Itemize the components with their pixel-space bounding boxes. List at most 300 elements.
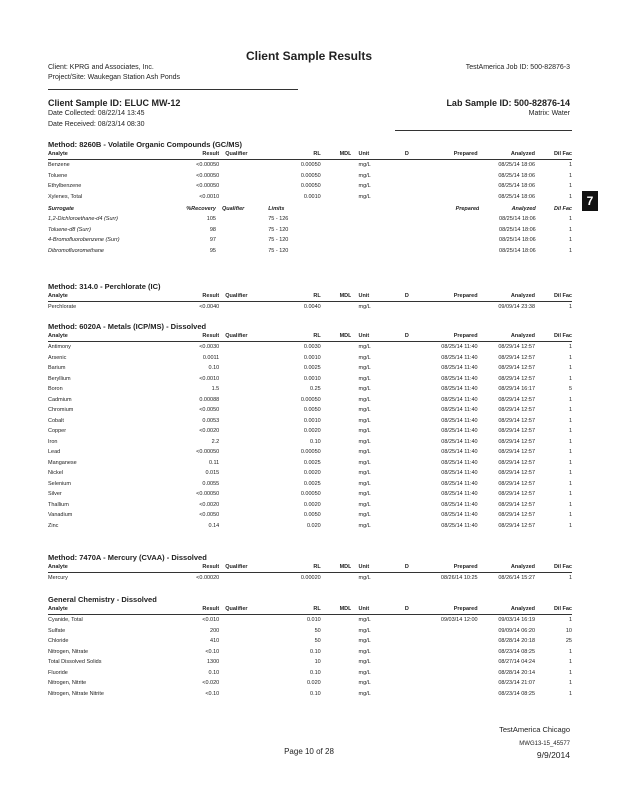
qualifier-cell [219, 689, 262, 700]
dilfac-cell: 1 [568, 344, 572, 350]
surrogate-cell: 1 [568, 247, 572, 254]
unit-cell: mg/L [358, 669, 371, 676]
surrogate-blank-cell [393, 246, 427, 257]
column-header-dilfac: Dil Fac [535, 150, 572, 160]
table-row [48, 626, 572, 637]
column-header-analyte: Analyte [48, 292, 163, 302]
column-header-mdl: MDL [321, 150, 352, 160]
mdl-cell [321, 489, 352, 500]
unit-cell: mg/L [358, 512, 371, 518]
analyzed-cell: 08/29/14 12:57 [498, 365, 536, 371]
analyzed-cell: 08/29/14 12:57 [498, 501, 536, 508]
table-row [48, 384, 572, 395]
mdl-cell [321, 447, 352, 458]
column-header-qualifier: Qualifier [219, 563, 262, 573]
analyzed-cell: 08/29/14 12:57 [498, 470, 536, 476]
column-header-dilfac: Dil Fac [535, 292, 572, 302]
dilfac-cell: 1 [568, 669, 572, 676]
dilfac-cell: 5 [568, 386, 572, 392]
qualifier-cell [219, 468, 262, 479]
qualifier-cell [219, 353, 262, 364]
surrogate-blank-cell [326, 246, 356, 257]
column-header-prepared: Prepared [424, 292, 477, 302]
dilfac-cell: 1 [568, 459, 572, 466]
result-cell: 0.0053 [202, 417, 220, 424]
surrogate-cell: 95 [209, 247, 216, 254]
rl-cell: 0.10 [310, 669, 321, 676]
rl-cell: 0.10 [310, 690, 321, 697]
mdl-cell [321, 192, 352, 203]
analyzed-cell: 08/23/14 08:25 [498, 690, 536, 697]
prepared-cell [424, 160, 477, 171]
rl-cell: 0.0020 [303, 501, 321, 508]
rl-cell: 0.00050 [300, 172, 321, 179]
result-cell: 0.14 [208, 522, 220, 529]
document-code: MWG13-15_45577 [519, 741, 570, 747]
analyzed-cell: 09/09/14 23:38 [498, 304, 536, 310]
analyzed-cell: 08/29/14 12:57 [498, 512, 536, 518]
analyte-cell: Fluoride [48, 669, 68, 676]
prepared-cell [424, 626, 477, 637]
table-row [48, 302, 572, 313]
prepared-cell: 08/25/14 11:40 [441, 459, 478, 466]
result-cell: 0.10 [208, 365, 220, 371]
d-cell [389, 447, 424, 458]
matrix: Matrix: Water [528, 110, 570, 117]
column-header-rl: RL [262, 332, 320, 342]
column-header-dilfac: Dil Fac [535, 332, 572, 342]
qualifier-cell [219, 171, 262, 182]
mdl-cell [321, 437, 352, 448]
mdl-cell [321, 384, 352, 395]
unit-cell: mg/L [358, 172, 371, 179]
result-cell: <0.00050 [196, 449, 220, 455]
rl-cell: 50 [314, 627, 321, 634]
prepared-cell: 08/25/14 11:40 [441, 354, 478, 361]
analyte-cell: Thallium [48, 501, 69, 508]
client-sample-id: Client Sample ID: ELUC MW-12 [48, 98, 181, 108]
table-row [48, 468, 572, 479]
analyte-cell: Silver [48, 491, 62, 497]
analyte-cell: Nickel [48, 470, 63, 476]
surrogate-row [48, 225, 572, 236]
analyzed-cell: 08/27/14 04:24 [498, 659, 536, 665]
analyte-cell: Lead [48, 449, 61, 455]
surrogate-blank-cell [393, 235, 427, 246]
surrogate-cell: 75 - 120 [268, 226, 289, 233]
column-header-qualifier: Qualifier [219, 292, 262, 302]
qualifier-cell [219, 426, 262, 437]
analyzed-cell: 08/29/14 12:57 [498, 417, 536, 424]
perchlorate-method-title: Method: 314.0 - Perchlorate (IC) [48, 282, 161, 291]
table-row [48, 426, 572, 437]
client-name: Client: KPRG and Associates, Inc. [48, 64, 154, 71]
analyte-cell: Antimony [48, 344, 71, 350]
mdl-cell [321, 416, 352, 427]
result-cell: 0.00088 [199, 396, 220, 403]
prepared-cell: 08/25/14 11:40 [441, 491, 478, 497]
analyte-cell: Mercury [48, 575, 68, 581]
analyzed-cell: 08/29/14 12:57 [498, 522, 536, 529]
surrogate-row [48, 235, 572, 246]
result-cell: <0.0010 [199, 375, 220, 382]
analyzed-cell: 08/28/14 20:14 [498, 669, 536, 676]
analyzed-cell: 08/28/14 20:18 [498, 638, 536, 644]
d-cell [389, 500, 424, 511]
unit-cell: mg/L [358, 501, 371, 508]
dilfac-cell: 1 [568, 512, 572, 518]
surrogate-cell: 75 - 120 [268, 237, 289, 243]
d-cell [389, 342, 424, 353]
analyte-cell: Beryllium [48, 375, 71, 382]
result-cell: <0.00050 [196, 172, 220, 179]
d-cell [389, 668, 424, 679]
column-header-rl: RL [262, 292, 320, 302]
column-header-unit: Unit [351, 332, 389, 342]
surrogate-header-limits: Limits [268, 206, 285, 212]
voc-table [48, 150, 572, 202]
surrogate-row [48, 214, 572, 225]
qualifier-cell [219, 458, 262, 469]
analyzed-cell: 08/29/14 12:57 [498, 438, 536, 445]
analyzed-cell: 08/25/14 18:06 [498, 172, 536, 179]
column-header-qualifier: Qualifier [219, 150, 262, 160]
qualifier-cell [219, 181, 262, 192]
date-received: Date Received: 08/23/14 08:30 [48, 121, 145, 128]
analyte-cell: Nitrogen, Nitrate [48, 648, 89, 655]
column-header-dilfac: Dil Fac [535, 605, 572, 615]
result-cell: <0.0040 [199, 304, 220, 310]
mercury-method-title: Method: 7470A - Mercury (CVAA) - Dissolved [48, 553, 207, 562]
d-cell [389, 437, 424, 448]
result-cell: 410 [210, 638, 220, 644]
prepared-cell: 08/25/14 11:40 [441, 449, 478, 455]
rl-cell: 0.020 [306, 522, 321, 529]
column-header-analyzed: Analyzed [478, 605, 535, 615]
header-divider [48, 89, 298, 90]
section-tab-marker: 7 [582, 191, 598, 211]
mdl-cell [321, 302, 352, 313]
prepared-cell [424, 678, 477, 689]
surrogate-cell: 1 [568, 216, 572, 222]
analyte-cell: Ethylbenzene [48, 183, 82, 189]
mdl-cell [321, 573, 352, 584]
column-header-mdl: MDL [321, 605, 352, 615]
analyzed-cell: 08/29/14 12:57 [498, 354, 536, 361]
unit-cell: mg/L [358, 470, 371, 476]
analyte-cell: Vanadium [48, 512, 73, 518]
surrogate-header-blank [326, 205, 356, 214]
analyzed-cell: 08/29/14 12:57 [498, 428, 536, 434]
surrogate-cell: 97 [209, 237, 216, 243]
prepared-cell: 08/25/14 11:40 [441, 365, 478, 371]
unit-cell: mg/L [358, 575, 371, 581]
column-header-result: Result [163, 605, 219, 615]
column-header-prepared: Prepared [424, 332, 477, 342]
perchlorate-table [48, 292, 572, 313]
rl-cell: 0.00050 [300, 396, 321, 403]
column-header-result: Result [163, 150, 219, 160]
genchem-method-title: General Chemistry - Dissolved [48, 595, 157, 604]
unit-cell: mg/L [358, 648, 371, 655]
result-cell: 200 [210, 627, 220, 634]
result-cell: <0.010 [202, 617, 220, 623]
analyte-cell: Cyanide, Total [48, 617, 83, 623]
rl-cell: 0.0025 [303, 459, 321, 466]
table-row [48, 374, 572, 385]
column-header-rl: RL [262, 150, 320, 160]
prepared-cell [424, 647, 477, 658]
analyte-cell: Chromium [48, 407, 74, 413]
surrogate-blank-cell [356, 246, 393, 257]
analyzed-cell: 08/29/14 12:57 [498, 491, 536, 497]
prepared-cell [424, 689, 477, 700]
unit-cell: mg/L [358, 344, 371, 350]
analyzed-cell: 08/29/14 12:57 [498, 344, 536, 350]
result-cell: <0.10 [205, 690, 220, 697]
table-row [48, 521, 572, 532]
result-cell: 0.11 [208, 459, 220, 466]
mdl-cell [321, 395, 352, 406]
column-header-row [48, 605, 572, 615]
analyzed-cell: 08/25/14 18:06 [498, 193, 536, 200]
rl-cell: 0.0010 [303, 375, 321, 382]
result-cell: <0.00050 [196, 162, 220, 168]
d-cell [389, 384, 424, 395]
d-cell [389, 521, 424, 532]
table-row [48, 160, 572, 171]
column-header-result: Result [163, 332, 219, 342]
analyzed-cell: 08/26/14 15:27 [498, 575, 536, 581]
result-cell: 0.015 [205, 470, 220, 476]
mdl-cell [321, 615, 352, 626]
column-header-analyte: Analyte [48, 150, 163, 160]
surrogate-header-recovery: %Recovery [186, 206, 216, 212]
table-row [48, 181, 572, 192]
rl-cell: 0.0020 [303, 428, 321, 434]
surrogate-cell [427, 246, 479, 257]
dilfac-cell: 1 [568, 470, 572, 476]
analyte-cell: Cadmium [48, 396, 72, 403]
analyzed-cell: 08/29/14 12:57 [498, 407, 536, 413]
mdl-cell [321, 353, 352, 364]
surrogate-cell [216, 214, 258, 225]
mdl-cell [321, 521, 352, 532]
mdl-cell [321, 657, 352, 668]
column-header-analyte: Analyte [48, 605, 163, 615]
column-header-prepared: Prepared [424, 605, 477, 615]
mdl-cell [321, 678, 352, 689]
prepared-cell: 08/25/14 11:40 [441, 438, 478, 445]
analyte-cell: Sulfate [48, 627, 66, 634]
result-cell: <0.0050 [199, 407, 220, 413]
surrogate-header-dilfac: Dil Fac [553, 206, 572, 212]
surrogate-cell: 75 - 126 [268, 216, 289, 222]
result-cell: 0.0055 [202, 480, 220, 487]
result-cell: <0.0020 [199, 428, 220, 434]
job-id: TestAmerica Job ID: 500-82876-3 [465, 64, 570, 71]
unit-cell: mg/L [358, 459, 371, 466]
table-row [48, 657, 572, 668]
genchem-section [48, 595, 572, 699]
prepared-cell: 08/25/14 11:40 [441, 396, 478, 403]
table-row [48, 416, 572, 427]
d-cell [389, 160, 424, 171]
result-cell: <0.00050 [196, 491, 220, 497]
dilfac-cell: 1 [568, 680, 572, 686]
column-header-d: D [389, 605, 424, 615]
column-header-result: Result [163, 563, 219, 573]
dilfac-cell: 1 [568, 438, 572, 445]
result-cell: <0.0050 [199, 512, 220, 518]
dilfac-cell: 1 [568, 648, 572, 655]
surrogate-cell: 105 [206, 216, 216, 222]
result-cell: 0.10 [208, 669, 220, 676]
project-site: Project/Site: Waukegan Station Ash Ponds [48, 74, 181, 81]
column-header-unit: Unit [351, 605, 389, 615]
footer-lab-name: TestAmerica Chicago [499, 725, 570, 734]
surrogate-blank-cell [326, 235, 356, 246]
qualifier-cell [219, 447, 262, 458]
d-cell [389, 363, 424, 374]
column-header-analyzed: Analyzed [478, 332, 535, 342]
qualifier-cell [219, 500, 262, 511]
dilfac-cell: 1 [568, 183, 572, 189]
dilfac-cell: 1 [568, 690, 572, 697]
table-row [48, 458, 572, 469]
prepared-cell [424, 657, 477, 668]
column-header-row [48, 332, 572, 342]
column-header-row [48, 150, 572, 160]
perchlorate-section [48, 282, 572, 313]
d-cell [389, 353, 424, 364]
page-number: Page 10 of 28 [284, 747, 334, 756]
analyzed-cell: 09/09/14 06:20 [498, 627, 536, 634]
analyzed-cell: 08/29/14 12:57 [498, 375, 536, 382]
column-header-unit: Unit [351, 150, 389, 160]
analyte-cell: Chloride [48, 638, 69, 644]
surrogate-cell: Toluene-d8 (Surr) [48, 226, 91, 233]
unit-cell: mg/L [358, 680, 371, 686]
surrogate-header-prepared: Prepared [455, 206, 480, 212]
d-cell [389, 426, 424, 437]
surrogate-blank-cell [356, 225, 393, 236]
page-title: Client Sample Results [245, 49, 373, 63]
qualifier-cell [219, 626, 262, 637]
mdl-cell [321, 626, 352, 637]
table-row [48, 500, 572, 511]
dilfac-cell: 1 [568, 449, 572, 455]
surrogate-cell: 1 [568, 237, 572, 243]
column-header-mdl: MDL [321, 292, 352, 302]
qualifier-cell [219, 302, 262, 313]
mdl-cell [321, 668, 352, 679]
mdl-cell [321, 426, 352, 437]
d-cell [389, 489, 424, 500]
qualifier-cell [219, 192, 262, 203]
d-cell [389, 647, 424, 658]
surrogate-blank-cell [326, 225, 356, 236]
d-cell [389, 636, 424, 647]
qualifier-cell [219, 615, 262, 626]
mercury-table [48, 563, 572, 584]
prepared-cell: 08/25/14 11:40 [441, 522, 478, 529]
surrogate-cell: 08/25/14 18:06 [499, 226, 536, 233]
mdl-cell [321, 636, 352, 647]
d-cell [389, 171, 424, 182]
prepared-cell [424, 636, 477, 647]
prepared-cell [424, 192, 477, 203]
table-row [48, 447, 572, 458]
column-header-rl: RL [262, 605, 320, 615]
prepared-cell [424, 171, 477, 182]
analyte-cell: Toluene [48, 172, 68, 179]
dilfac-cell: 25 [565, 638, 572, 644]
dilfac-cell: 1 [568, 428, 572, 434]
d-cell [389, 468, 424, 479]
table-row [48, 192, 572, 203]
prepared-cell: 08/25/14 11:40 [441, 375, 478, 382]
mdl-cell [321, 479, 352, 490]
column-header-prepared: Prepared [424, 150, 477, 160]
column-header-row [48, 563, 572, 573]
qualifier-cell [219, 405, 262, 416]
dilfac-cell: 1 [568, 162, 572, 168]
report-date: 9/9/2014 [536, 750, 570, 760]
result-cell: <0.020 [202, 680, 220, 686]
mdl-cell [321, 363, 352, 374]
column-header-row [48, 292, 572, 302]
unit-cell: mg/L [358, 491, 371, 497]
table-row [48, 171, 572, 182]
column-header-mdl: MDL [321, 332, 352, 342]
dilfac-cell: 1 [568, 172, 572, 179]
dilfac-cell: 1 [568, 375, 572, 382]
lab-sample-id: Lab Sample ID: 500-82876-14 [446, 98, 570, 108]
surrogate-cell: 08/25/14 18:06 [499, 247, 536, 254]
prepared-cell: 08/25/14 11:40 [441, 344, 478, 350]
surrogate-cell: 4-Bromofluorobenzene (Surr) [48, 237, 120, 243]
surrogate-cell: 1 [568, 226, 572, 233]
column-header-qualifier: Qualifier [219, 332, 262, 342]
table-row [48, 353, 572, 364]
surrogate-cell [216, 246, 258, 257]
prepared-cell [424, 181, 477, 192]
column-header-prepared: Prepared [424, 563, 477, 573]
prepared-cell: 08/25/14 11:40 [441, 512, 478, 518]
unit-cell: mg/L [358, 438, 371, 445]
prepared-cell [424, 668, 477, 679]
surrogate-blank-cell [356, 214, 393, 225]
table-row [48, 363, 572, 374]
analyzed-cell: 08/29/14 12:57 [498, 459, 536, 466]
dilfac-cell: 1 [568, 365, 572, 371]
qualifier-cell [219, 678, 262, 689]
analyzed-cell: 08/29/14 12:57 [498, 449, 536, 455]
result-cell: 1.5 [211, 386, 220, 392]
qualifier-cell [219, 510, 262, 521]
dilfac-cell: 1 [568, 193, 572, 200]
column-header-analyte: Analyte [48, 332, 163, 342]
mdl-cell [321, 468, 352, 479]
surrogate-header-analyzed: Analyzed [511, 206, 536, 212]
rl-cell: 0.0030 [303, 344, 321, 350]
d-cell [389, 479, 424, 490]
unit-cell: mg/L [358, 617, 371, 623]
dilfac-cell: 1 [568, 417, 572, 424]
table-row [48, 479, 572, 490]
table-row [48, 615, 572, 626]
